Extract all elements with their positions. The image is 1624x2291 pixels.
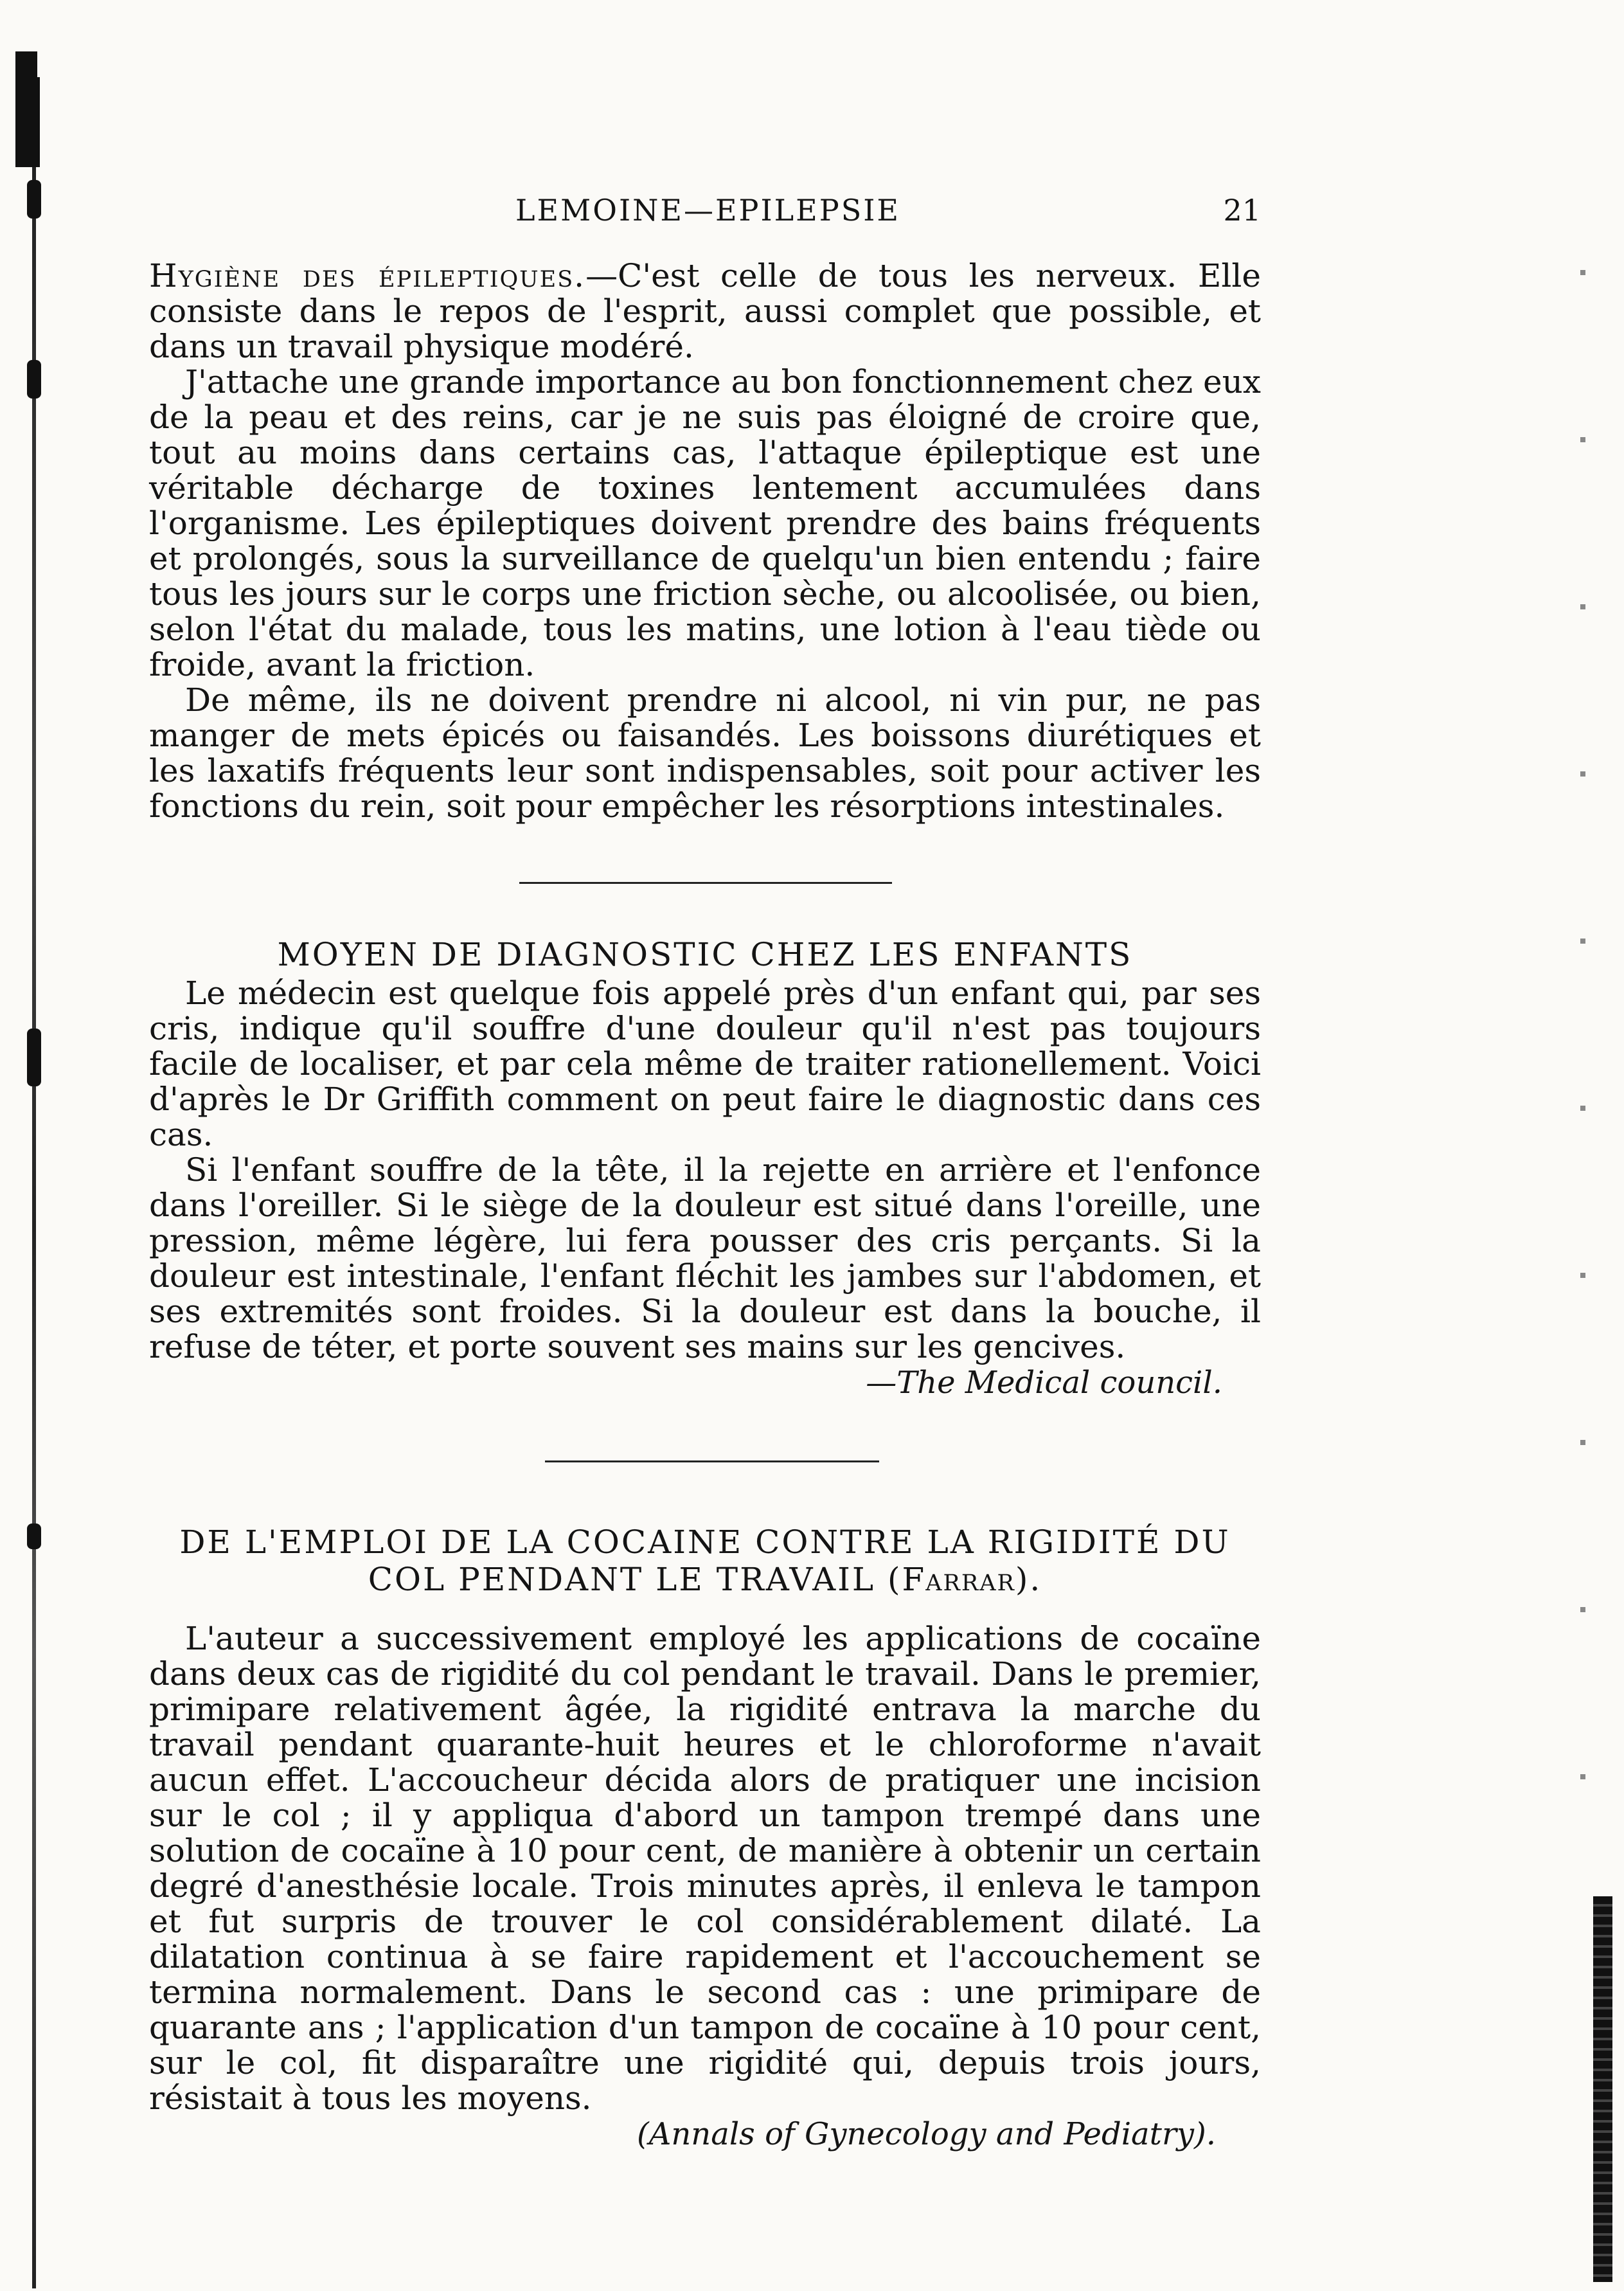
section-divider: [545, 1460, 879, 1462]
heading-end: ).: [1015, 1561, 1042, 1598]
paragraph: L'auteur a successivement employé les applications de cocaïne dans deux cas de rigidité du col pendant le travail. Dans le premier, primipare relativement âgée, la rigidité entrava la marche du travail pendant quarante-huit heures et le chloroforme n'avait aucun effet. L'accoucheur décida alors de pratiquer une incision sur le col ; il y appliqua d'abord un tampon trempé dans une solution de cocaïne à 10 pour cent, de manière à obtenir un certain degré d'anesthésie locale. Trois minutes après, il enleva le tampon et fut surpris de trouver le col considérablement dilaté. La dilatation continua à se faire rapidement et l'accouchement se termina normalement. Dans le second cas : une primipare de quarante ans ; l'application d'un tampon de cocaïne à 10 pour cent, sur le col, fit disparaître une rigidité qui, depuis trois jours, résistait à tous les moyens.: [149, 1620, 1261, 2117]
binding-blob: [27, 1523, 41, 1549]
binding-line: [32, 167, 36, 2288]
section-cocaine: [149, 1523, 1261, 2152]
section-divider: [519, 882, 892, 884]
scan-speckles-right: [1580, 193, 1585, 1864]
paragraph: J'attache une grande importance au bon fonctionnement chez eux de la peau et des reins, car je ne suis pas éloigné de croire que, tout au moins dans certains cas, l'attaque épileptique est une véritable décharge de toxines lentement accumulées dans l'organisme. Les épileptiques doivent prendre des bains fréquents et prolongés, sous la surveillance de quelqu'un bien entendu ; faire tous les jours sur le corps une friction sèche, ou alcoolisée, ou bien, selon l'état du malade, tous les matins, une lotion à l'eau tiède ou froide, avant la friction.: [149, 363, 1261, 683]
paragraph: Si l'enfant souffre de la tête, il la rejette en arrière et l'enfonce dans l'oreiller. Si le siège de la douleur est situé dans l'oreille, une pression, même légère, lui fera pousser des cris perçants. Si la douleur est intestinale, l'enfant fléchit les jambes sur l'abdomen, et ses extremités sont froides. Si la douleur est dans la bouche, il refuse de téter, et porte souvent ses mains sur les gencives.: [149, 1151, 1261, 1365]
paragraph: Le médecin est quelque fois appelé près d'un enfant qui, par ses cris, indique qu'il souffre d'une douleur qu'il n'est pas toujours facile de localiser, et par cela même de traiter rationellement. Voici d'après le Dr Griffith comment on peut faire le diagnostic dans ces cas.: [149, 975, 1261, 1153]
paragraph-text: C'est celle de tous les nerveux. Elle consiste dans le repos de l'esprit, aussi complet que possible, et dans un travail physique modéré.: [149, 257, 1261, 365]
binding-mark-top-inner: [27, 77, 40, 167]
paragraph: De même, ils ne doivent prendre ni alcool, ni vin pur, ne pas manger de mets épicés ou faisandés. Les boissons diurétiques et les laxatifs fréquents leur sont indispensables, soit pour activer les fonctions du rein, soit pour empêcher les résorptions intestinales.: [149, 681, 1261, 825]
section-heading-line1: DE L'EMPLOI DE LA COCAINE CONTRE LA RIGIDITÉ DU: [179, 1523, 1231, 1561]
binding-blob: [27, 360, 41, 399]
binding-edge-right: [1593, 1896, 1612, 2282]
attribution: —The Medical council.: [866, 1365, 1222, 1401]
inline-heading: Hygiène des épileptiques.: [149, 257, 586, 294]
binding-blob: [27, 1029, 41, 1086]
heading-author: Farrar: [902, 1561, 1015, 1598]
section-heading: MOYEN DE DIAGNOSTIC CHEZ LES ENFANTS: [277, 936, 1133, 973]
section-diagnostic: [149, 936, 1261, 1401]
attribution: (Annals of Gynecology and Pediatry).: [636, 2116, 1216, 2152]
running-head-title: LEMOINE—EPILEPSIE: [515, 193, 900, 228]
section-heading-line2: [149, 1561, 1261, 1598]
running-head: [149, 193, 1261, 234]
binding-edge-left: [12, 39, 37, 2276]
heading-text: COL PENDANT LE TRAVAIL (: [368, 1561, 902, 1598]
binding-blob: [27, 180, 41, 219]
section-hygiene: [149, 258, 1261, 824]
page-number: 21: [1223, 193, 1261, 228]
paragraph: Hygiène des épileptiques.—C'est celle de tous les nerveux. Elle consiste dans le repos de l'esprit, aussi complet que possible, et dans un travail physique modéré.: [149, 257, 1261, 365]
